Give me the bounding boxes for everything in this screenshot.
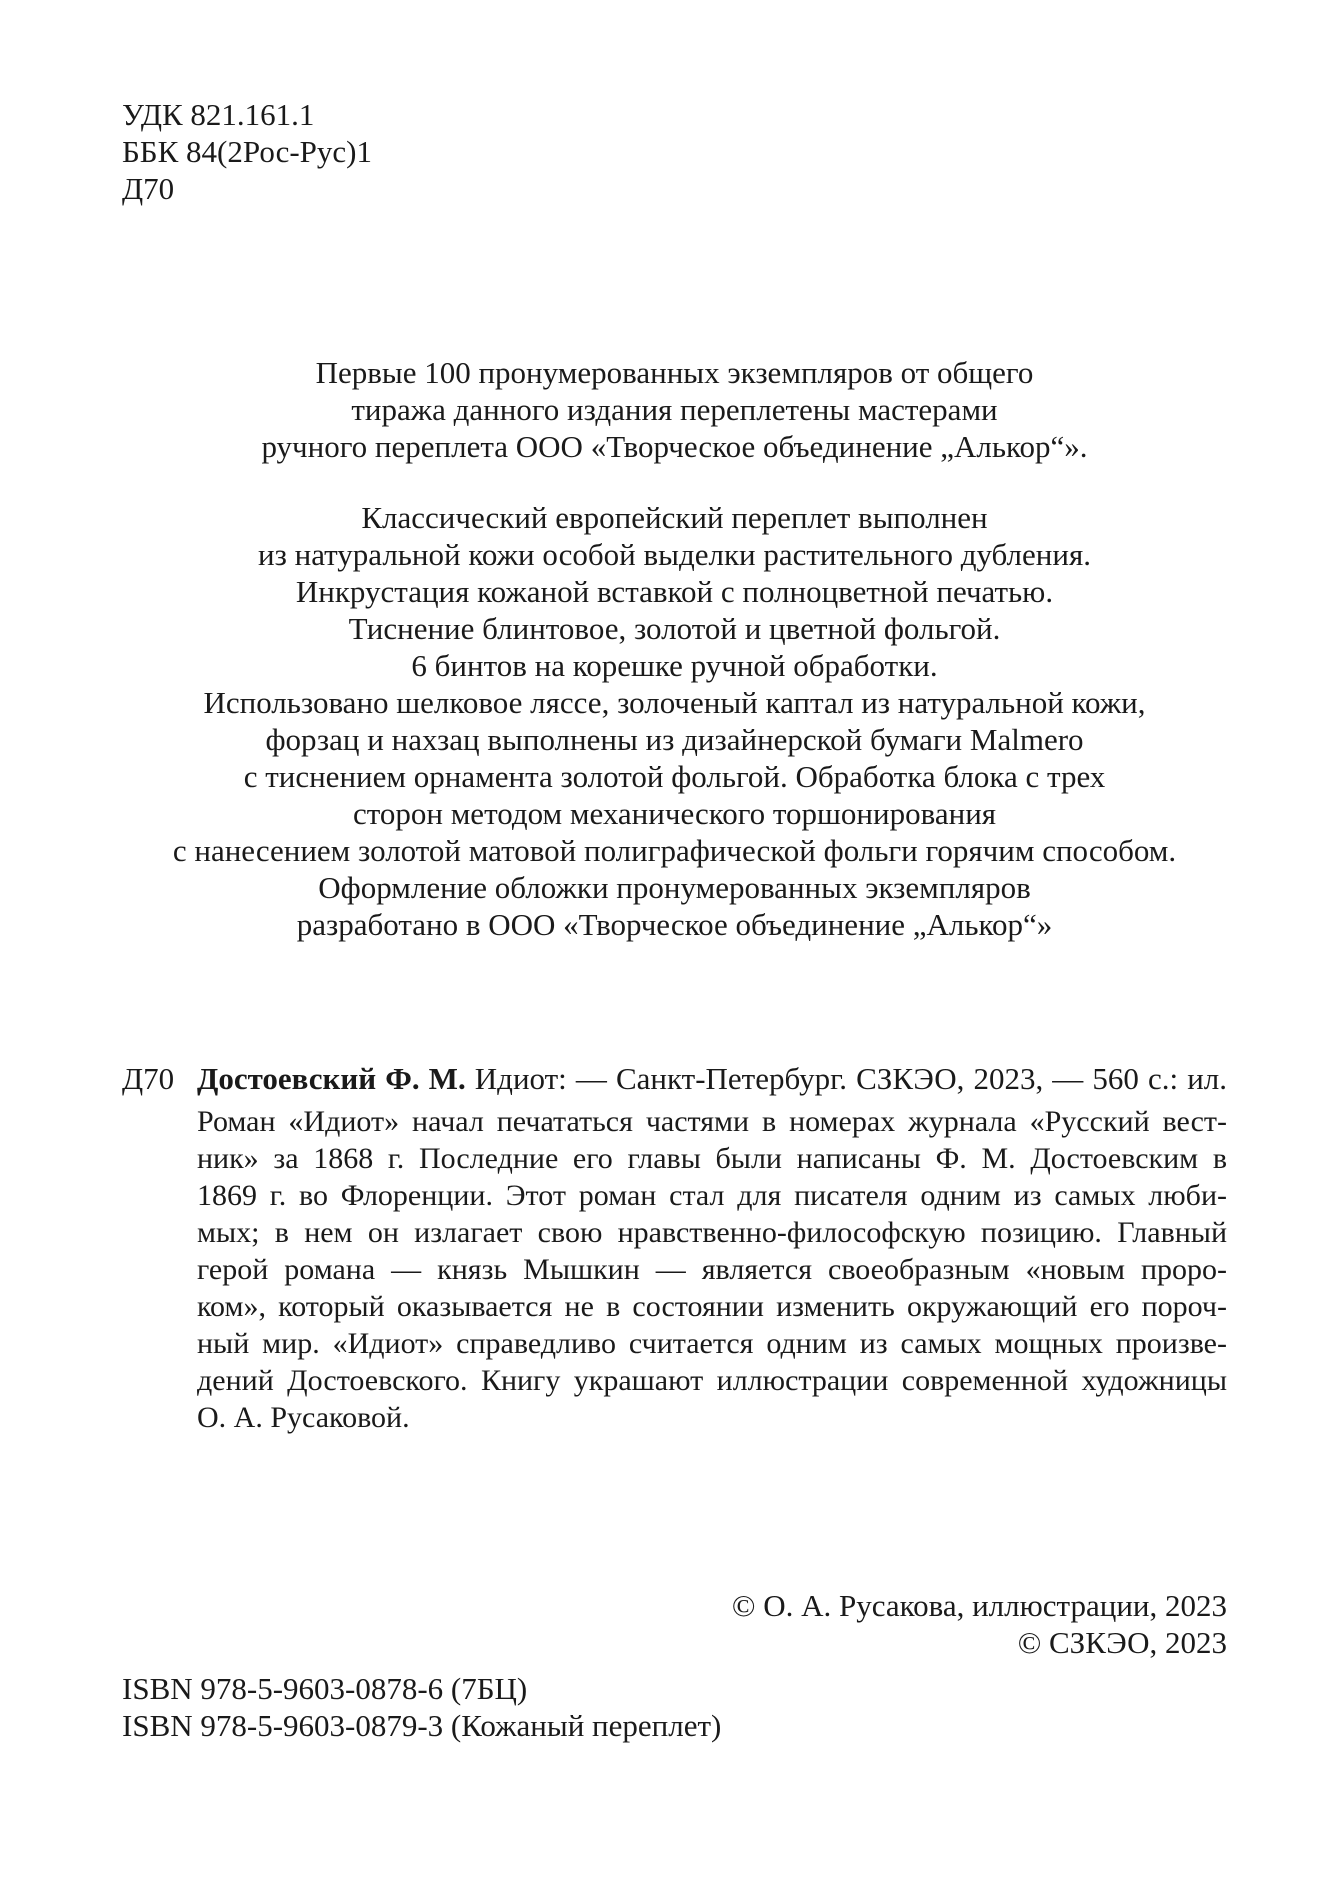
udk-code: УДК 821.161.1 (122, 97, 315, 132)
annotation-line: герой романа — князь Мышкин — является своеобразным «новым проро- (197, 1253, 1227, 1286)
edition-note-line: ручного переплета ООО «Творческое объединение „Алькор“». (261, 429, 1088, 464)
entry-author: Достоевский Ф. М. (197, 1061, 466, 1096)
annotation-line: дений Достоевского. Книгу украшают иллюстрации современной художницы (197, 1364, 1227, 1397)
entry-code: Д70 (122, 1061, 175, 1096)
binding-line: форзац и нахзац выполнены из дизайнерской бумаги Malmero (265, 722, 1084, 757)
annotation-line: О. А. Русаковой. (197, 1401, 410, 1434)
annotation-line: ный мир. «Идиот» справедливо считается одним из самых мощных произве- (197, 1327, 1227, 1360)
binding-line: Использовано шелковое ляссе, золоченый каптал из натуральной кожи, (203, 685, 1146, 720)
binding-description (122, 499, 1227, 943)
classification-codes (122, 96, 372, 207)
annotation-line: ком», который оказывается не в состоянии изменить окружающий его пороч- (197, 1290, 1227, 1323)
binding-line: Тиснение блинтовое, золотой и цветной фольгой. (348, 611, 1001, 646)
binding-line: с нанесением золотой матовой полиграфической фольги горячим способом. (172, 833, 1177, 868)
annotation-line: Роман «Идиот» начал печататься частями в номерах журнала «Русский вест- (197, 1105, 1227, 1138)
entry-annotation (197, 1103, 1227, 1436)
copyright-block (732, 1587, 1227, 1661)
edition-note-line: тиража данного издания переплетены мастерами (351, 392, 998, 427)
annotation-line: ник» за 1868 г. Последние его главы были написаны Ф. М. Достоевским в (197, 1142, 1227, 1175)
binding-line: 6 бинтов на корешке ручной обработки. (411, 648, 938, 683)
binding-line: разработано в ООО «Творческое объединение „Алькор“» (296, 907, 1053, 942)
annotation-line: 1869 г. во Флоренции. Этот роман стал для писателя одним из самых люби- (197, 1179, 1227, 1212)
edition-note (122, 354, 1227, 465)
binding-line: сторон методом механического торшонирования (352, 796, 997, 831)
bbk-code: ББК 84(2Рос-Рус)1 (122, 134, 372, 169)
binding-line: с тиснением орнамента золотой фольгой. Обработка блока с трех (243, 759, 1106, 794)
isbn-line: ISBN 978-5-9603-0878-6 (7БЦ) (122, 1671, 528, 1706)
binding-line: Оформление обложки пронумерованных экземпляров (318, 870, 1031, 905)
copyright-illustrations: © О. А. Русакова, иллюстрации, 2023 (731, 1588, 1227, 1623)
annotation-line: мых; в нем он излагает свою нравственно-философскую позицию. Главный (197, 1216, 1227, 1249)
binding-line: из натуральной кожи особой выделки растительного дубления. (258, 537, 1091, 572)
isbn-block (122, 1670, 721, 1744)
entry-heading (122, 1060, 1227, 1097)
edition-note-line: Первые 100 пронумерованных экземпляров от общего (315, 355, 1034, 390)
binding-line: Инкрустация кожаной вставкой с полноцветной печатью. (295, 574, 1054, 609)
copyright-publisher: © СЗКЭО, 2023 (1017, 1625, 1227, 1660)
author-mark: Д70 (122, 171, 175, 206)
entry-headline (197, 1060, 1227, 1097)
entry-title-imprint: Идиот: — Санкт-Петербург. СЗКЭО, 2023, — 560 с.: ил. (474, 1061, 1228, 1096)
bibliographic-entry (122, 1060, 1227, 1436)
isbn-line: ISBN 978-5-9603-0879-3 (Кожаный переплет) (122, 1708, 722, 1743)
binding-line: Классический европейский переплет выполнен (361, 500, 988, 535)
